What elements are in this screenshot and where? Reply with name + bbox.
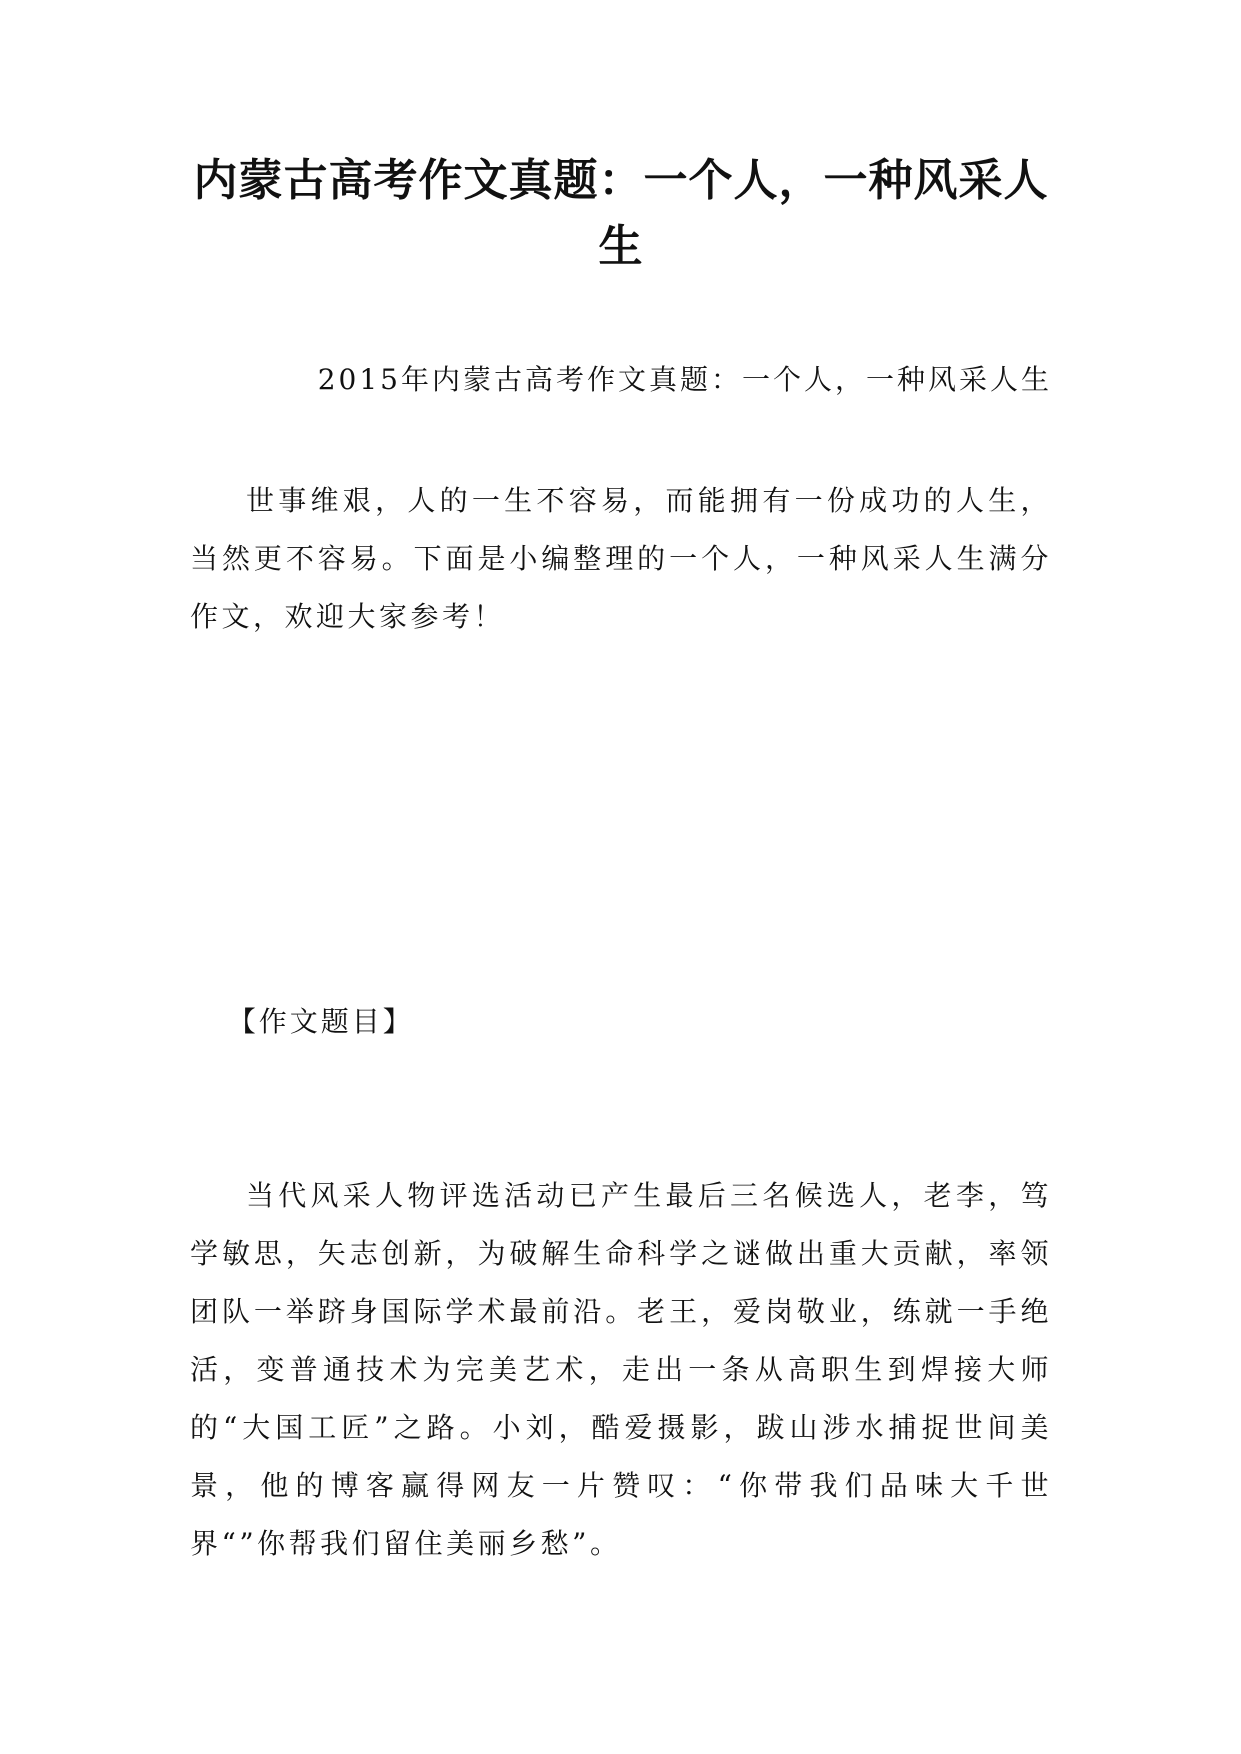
document-subtitle: 2015年内蒙古高考作文真题：一个人，一种风采人生	[317, 363, 1052, 396]
intro-paragraph: 世事维艰，人的一生不容易，而能拥有一份成功的人生，当然更不容易。下面是小编整理的一个人，一种风采人生满分作文，欢迎大家参考！	[190, 484, 1052, 633]
topic-paragraph: 当代风采人物评选活动已产生最后三名候选人，老李，笃学敏思，矢志创新，为破解生命科学之谜做出重大贡献，率领团队一举跻身国际学术最前沿。老王，爱岗敬业，练就一手绝活，变普通技术为完美艺术，走出一条从高职生到焊接大师的“大国工匠”之路。小刘，酷爱摄影，跋山涉水捕捉世间美景，他的博客赢得网友一片赞叹：“你带我们品味大千世界“”你帮我们留住美丽乡愁”。	[190, 1179, 1052, 1560]
document-title: 内蒙古高考作文真题：一个人，一种风采人生	[193, 155, 1049, 272]
section-heading: 【作文题目】	[227, 1005, 414, 1038]
